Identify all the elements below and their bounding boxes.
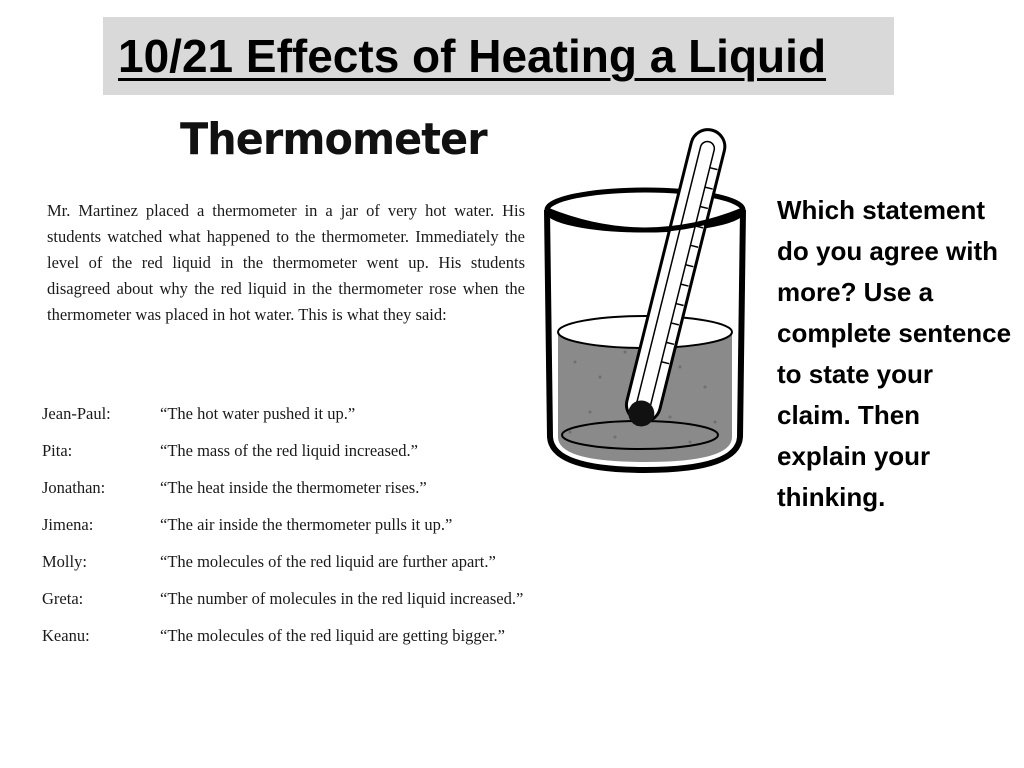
quote-row-pita [42,441,582,478]
quote-row-molly [42,552,582,589]
student-quote: “The number of molecules in the red liquid increased.” [160,589,524,608]
student-quotes-list [42,404,582,663]
quote-row-keanu [42,626,582,663]
worksheet-intro: Mr. Martinez placed a thermometer in a jar of very hot water. His students watched what happened to the thermometer. Immediately the level of the red liquid in the thermometer went up. His students disagreed about why the red liquid in the thermometer rose when the thermometer was placed in hot water. This is what they said: [47,201,525,324]
student-name: Jonathan: [42,478,106,497]
student-quote: “The hot water pushed it up.” [160,404,356,423]
student-quote: “The molecules of the red liquid are getting bigger.” [160,626,506,645]
worksheet-heading: Thermometer [180,114,487,165]
discussion-prompt: Which statement do you agree with more? Use a complete sentence to state your claim. Then explain your thinking. [777,195,1012,512]
slide-title: 10/21 Effects of Heating a Liquid [118,30,827,82]
quote-row-greta [42,589,582,626]
student-quote: “The molecules of the red liquid are further apart.” [160,552,496,571]
thermometer-in-beaker-icon [530,122,760,482]
student-name: Jean-Paul: [42,404,111,423]
student-name: Pita: [42,441,73,460]
student-name: Greta: [42,589,84,608]
student-quote: “The mass of the red liquid increased.” [160,441,418,460]
student-name: Keanu: [42,626,90,645]
student-name: Jimena: [42,515,94,534]
quote-row-jimena [42,515,582,552]
student-quote: “The air inside the thermometer pulls it up.” [160,515,453,534]
quote-row-jonathan [42,478,582,515]
student-quote: “The heat inside the thermometer rises.” [160,478,427,497]
quote-row-jean-paul [42,404,582,441]
student-name: Molly: [42,552,87,571]
